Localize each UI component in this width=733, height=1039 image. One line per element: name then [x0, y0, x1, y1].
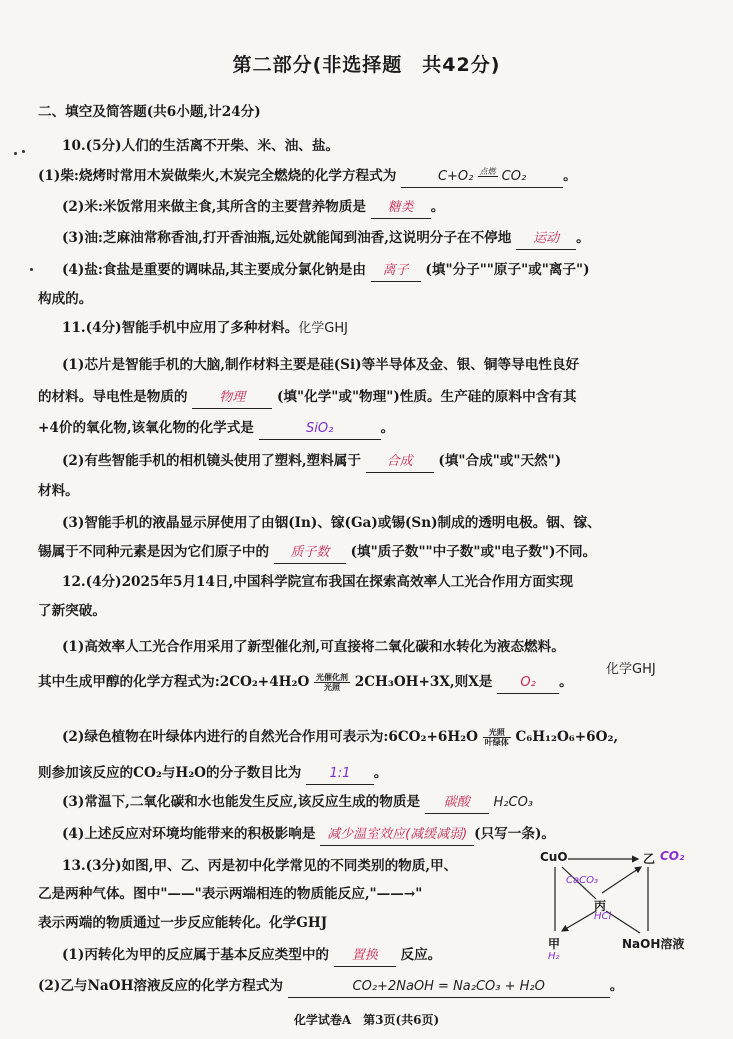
q12-part4: (4)上述反应对环境均能带来的积极影响是 减少温室效应(减缓减弱) (只写一条)。: [62, 824, 555, 846]
q12-part3: (3)常温下,二氧化碳和水也能发生反应,该反应生成的物质是 碳酸 H₂CO₃: [62, 792, 533, 814]
node-cuo: CuO: [540, 850, 568, 864]
q12-part1-line2: 其中生成甲醇的化学方程式为:2CO₂+4H₂O $\frac{\text{光催化剂}}{\text{光照}}$ 2CH₃OH+3X,则X是 O₂ 。: [38, 672, 573, 692]
q10-part2: (2)米:米饭常用来做主食,其所含的主要营养物质是 糖类 。: [62, 197, 444, 219]
section-title: 二、填空及简答题(共6小题,计24分): [38, 104, 261, 120]
answer-field[interactable]: 运动: [516, 229, 576, 250]
node-jia-note: H₂: [548, 951, 560, 962]
node-naoh: NaOH溶液: [622, 937, 685, 951]
answer-field[interactable]: 糖类: [371, 198, 431, 219]
q10-part4-cont: 构成的。: [38, 291, 93, 307]
q13-part1: (1)丙转化为甲的反应属于基本反应类型中的 置换 反应。: [62, 945, 441, 967]
answer-field[interactable]: 合成: [366, 452, 434, 473]
node-yi-note: CO₂: [660, 849, 685, 863]
node-yi: 乙: [643, 852, 656, 866]
q13-part2: (2)乙与NaOH溶液反应的化学方程式为 CO₂+2NaOH = Na₂CO₃ + H₂O 。: [38, 976, 623, 998]
node-jia: 甲: [548, 937, 561, 951]
q11-part2-line1: (2)有些智能手机的相机镜头使用了塑料,塑料属于 合成 (填"合成"或"天然"): [62, 451, 561, 473]
watermark: 化学GHJ: [298, 321, 348, 336]
q12-part2-line2: 则参加该反应的CO₂与H₂O的分子数目比为 1:1 。: [38, 763, 388, 785]
answer-field[interactable]: C+O₂ 点燃 CO₂: [401, 167, 563, 188]
answer-field[interactable]: 质子数: [274, 543, 346, 564]
answer-field[interactable]: 碳酸: [425, 793, 489, 814]
q11-part1-line2: 的材料。导电性是物质的 物理 (填"化学"或"物理")性质。生产硅的原料中含有其: [38, 387, 576, 409]
edge-note: CaCO₃: [566, 875, 598, 886]
q11-part3-line1: (3)智能手机的液晶显示屏使用了由铟(In)、镓(Ga)或锡(Sn)制成的透明电极。铟、镓、: [62, 515, 601, 531]
q11-part1-line3: +4价的氧化物,该氧化物的化学式是 SiO₂ 。: [38, 418, 394, 440]
watermark: 化学GHJ: [606, 662, 656, 677]
speck: [14, 152, 17, 155]
q10-intro: 10.(5分)人们的生活离不开柴、米、油、盐。: [62, 138, 340, 154]
answer-field[interactable]: O₂: [497, 673, 559, 694]
q11-part2-line2: 材料。: [38, 483, 79, 499]
speck: [30, 268, 33, 271]
q12-intro-line1: 12.(4分)2025年5月14日,中国科学院宣布我国在探索高效率人工光合作用方面实现: [62, 574, 574, 590]
node-bing: 丙: [594, 899, 607, 913]
q13-line1: 13.(3分)如图,甲、乙、丙是初中化学常见的不同类别的物质,甲、: [62, 858, 458, 874]
q12-intro-line2: 了新突破。: [38, 603, 106, 619]
q11-part1-line1: (1)芯片是智能手机的大脑,制作材料主要是硅(Si)等半导体及金、银、铜等导电性良好: [62, 357, 580, 373]
node-bing-note: HCl: [594, 911, 612, 922]
q10-part1: (1)柴:烧烤时常用木炭做柴火,木炭完全燃烧的化学方程式为 C+O₂ 点燃 CO₂ 。: [38, 166, 577, 188]
answer-field[interactable]: SiO₂: [259, 419, 381, 440]
page-footer: 化学试卷A 第3页(共6页): [293, 1013, 440, 1027]
q10-part3: (3)油:芝麻油常称香油,打开香油瓶,远处就能闻到油香,这说明分子在不停地 运动 。: [62, 228, 590, 250]
answer-field[interactable]: 1:1: [306, 764, 374, 785]
reaction-diagram: [540, 845, 705, 970]
answer-field[interactable]: 离子: [371, 261, 421, 282]
handwritten-note: H₂CO₃: [493, 795, 534, 810]
q12-part1-line1: (1)高效率人工光合作用采用了新型催化剂,可直接将二氧化碳和水转化为液态燃料。: [62, 639, 565, 655]
answer-field[interactable]: 物理: [192, 388, 272, 409]
speck: [22, 150, 25, 153]
page-title: 第二部分(非选择题 共42分): [232, 54, 501, 76]
answer-field[interactable]: 置换: [334, 946, 396, 967]
q11-part3-line2: 锡属于不同种元素是因为它们原子中的 质子数 (填"质子数""中子数"或"电子数")不同。: [38, 542, 596, 564]
q11-intro: 11.(4分)智能手机中应用了多种材料。化学GHJ: [62, 320, 348, 336]
answer-field[interactable]: CO₂+2NaOH = Na₂CO₃ + H₂O: [288, 977, 610, 998]
q10-part4: (4)盐:食盐是重要的调味品,其主要成分氯化钠是由 离子 (填"分子""原子"或"离子"): [62, 260, 590, 282]
q13-line3: 表示两端的物质通过一步反应能转化。化学GHJ: [38, 915, 328, 931]
q13-line2: 乙是两种气体。图中"——"表示两端相连的物质能反应,"——→": [38, 886, 423, 902]
q12-part2-line1: (2)绿色植物在叶绿体内进行的自然光合作用可表示为:6CO₂+6H₂O $\frac{\text{光照}}{\text{叶绿体}}$ C₆H₁₂O₆+6O₂,: [62, 727, 619, 747]
answer-field[interactable]: 减少温室效应(减缓减弱): [320, 825, 474, 846]
